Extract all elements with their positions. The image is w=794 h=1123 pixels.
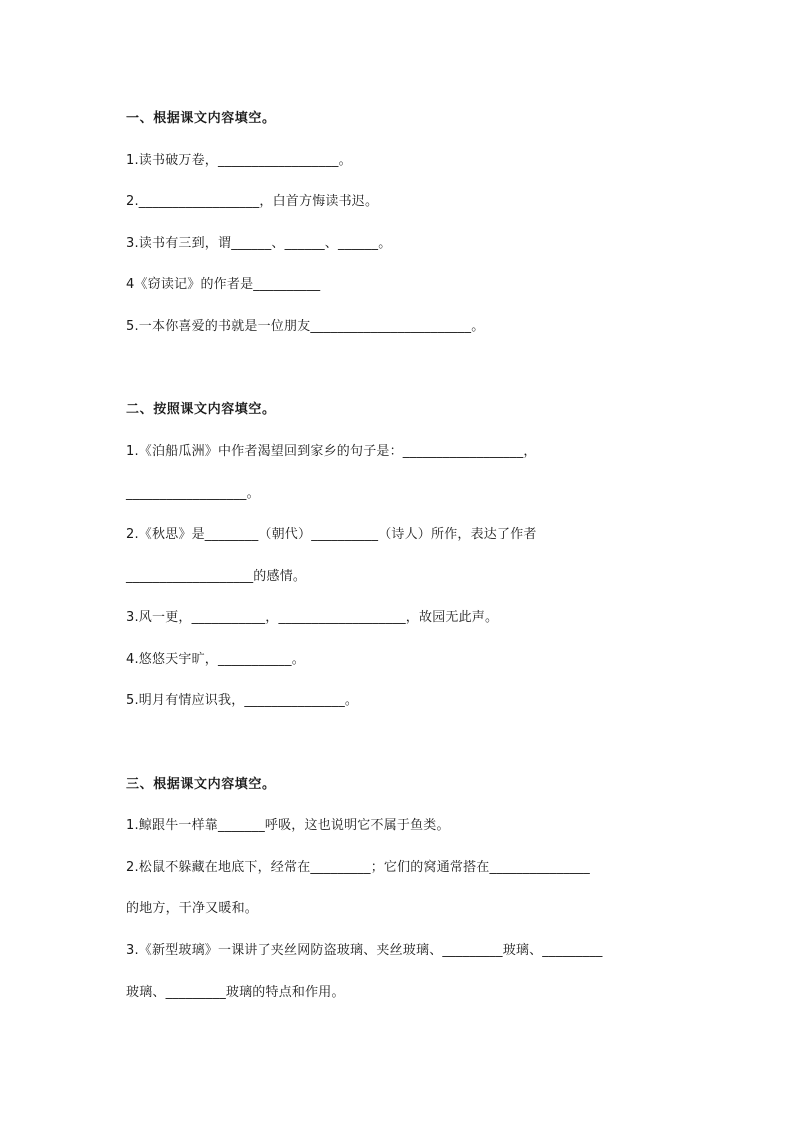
section-2-item-2: 2.《秋思》是________（朝代）__________（诗人）所作，表达了作者 [126,527,537,542]
section-3-item-2-cont: 的地方，干净又暖和。 [126,901,259,916]
section-2-item-3: 3.风一更，___________，___________________，故园无此声。 [126,610,499,625]
section-2-heading: 二、按照课文内容填空。 [126,402,276,417]
section-1-item-2: 2.__________________，白首方悔读书迟。 [126,194,379,209]
section-3-item-3-cont: 玻璃、_________玻璃的特点和作用。 [126,985,345,1000]
section-3-heading: 三、根据课文内容填空。 [126,777,276,792]
section-2-item-5: 5.明月有情应识我，_______________。 [126,693,359,708]
section-1-item-4: 4《窃读记》的作者是__________ [126,277,321,292]
section-1-heading: 一、根据课文内容填空。 [126,111,276,126]
section-1-item-5: 5.一本你喜爱的书就是一位朋友________________________。 [126,319,485,334]
section-3-item-2: 2.松鼠不躲藏在地底下，经常在_________；它们的窝通常搭在_______________ [126,860,591,875]
section-1-item-3: 3.读书有三到，谓______、______、______。 [126,236,392,251]
section-3-item-3: 3.《新型玻璃》一课讲了夹丝网防盗玻璃、夹丝玻璃、_________玻璃、_________ [126,943,603,958]
section-3-item-1: 1.鲸跟牛一样靠_______呼吸，这也说明它不属于鱼类。 [126,818,450,833]
section-2-item-1: 1.《泊船瓜洲》中作者渴望回到家乡的句子是：__________________， [126,444,537,459]
section-2-item-4: 4.悠悠天宇旷，___________。 [126,652,305,667]
section-2-item-1-cont: __________________。 [126,486,260,501]
section-1-item-1: 1.读书破万卷，__________________。 [126,153,352,168]
section-2-item-2-cont: ___________________的感情。 [126,569,307,584]
